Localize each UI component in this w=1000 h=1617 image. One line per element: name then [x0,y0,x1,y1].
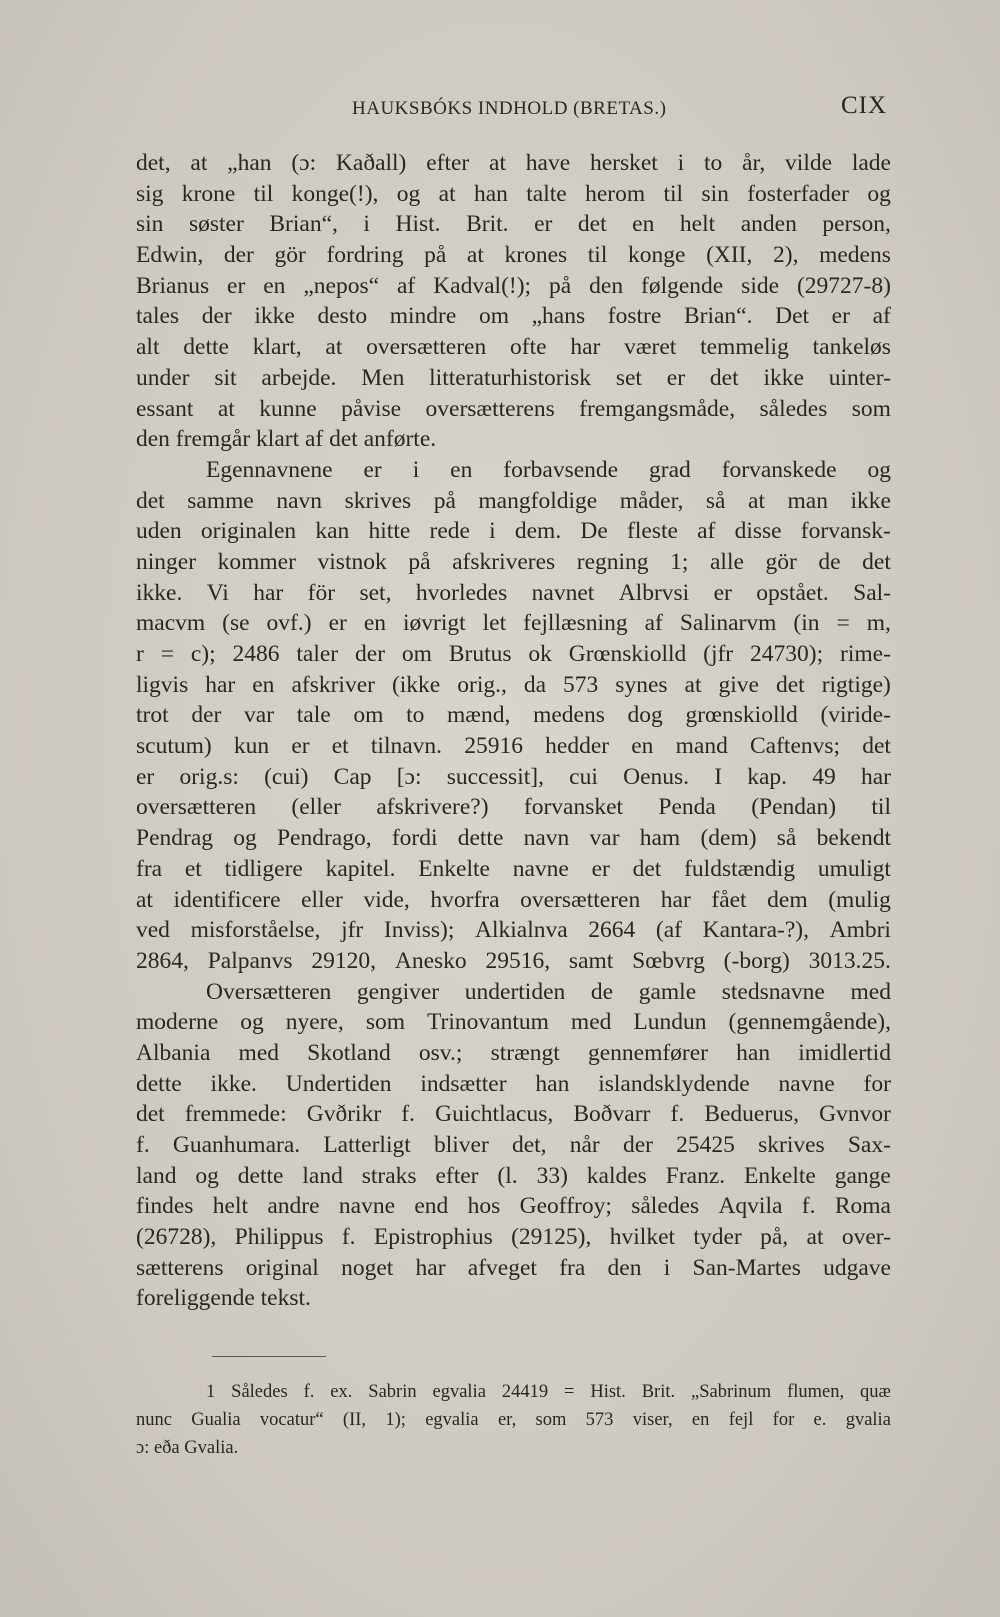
body_lines-line: uden originalen kan hitte rede i dem. De fleste af disse forvansk- [136,518,891,545]
body_lines-line: land og dette land straks efter (l. 33) kaldes Franz. Enkelte gange [136,1162,891,1189]
body_lines-line: (26728), Philippus f. Epistrophius (29125), hvilket tyder på, at over- [136,1224,891,1251]
body_lines-line: foreliggende tekst. [136,1285,311,1312]
body_lines-line: findes helt andre navne end hos Geoffroy; således Aqvila f. Roma [136,1193,891,1220]
body_lines-line: under sit arbejde. Men litteraturhistorisk set er det ikke uinter- [136,364,891,391]
body_lines-line: Pendrag og Pendrago, fordi dette navn var ham (dem) så bekendt [136,825,891,852]
body_lines-line: sætterens original noget har afveget fra den i San-Martes udgave [136,1254,891,1281]
body_lines-line: Egennavnene er i en forbavsende grad forvanskede og [206,456,891,483]
footnote-rule [212,1356,326,1357]
body_lines-line: Albania med Skotland osv.; strængt gennemfører han imidlertid [136,1039,891,1066]
body_lines-line: fra et tidligere kapitel. Enkelte navne er det fuldstændig umuligt [136,855,891,882]
body_lines-line: at identificere eller vide, hvorfra oversætteren har fået dem (mulig [136,886,891,913]
body_lines-line: er orig.s: (cui) Cap [ɔ: successit], cui Oenus. I kap. 49 har [136,763,891,790]
body_lines-line: det, at „han (ɔ: Kaðall) efter at have hersket i to år, vilde lade [136,150,891,176]
body_lines-line: tales der ikke desto mindre om „hans fostre Brian“. Det er af [136,303,891,330]
body_lines-line: Oversætteren gengiver undertiden de gamle stedsnavne med [206,978,891,1005]
body_lines-line: ved misforståelse, jfr Inviss); Alkialnva 2664 (af Kantara-?), Ambri [136,917,891,944]
body_lines-line: trot der var tale om to mænd, medens dog grœnskiolld (viride- [136,702,891,729]
body_lines-line: ligvis har en afskriver (ikke orig., da 573 synes at give det rigtige) [136,671,891,698]
footnote_lines-line: ɔ: eða Gvalia. [136,1438,239,1458]
body_lines-line: Edwin, der gör fordring på at krones til konge (XII, 2), medens [136,242,891,269]
body_lines-line: ninger kommer vistnok på afskriveres regning 1; alle gör de det [136,548,891,575]
body_lines-line: 2864, Palpanvs 29120, Anesko 29516, samt Sœbvrg (-borg) 3013.25. [136,947,891,974]
body_lines-line: ikke. Vi har för set, hvorledes navnet Albrvsi er opstået. Sal- [136,579,891,606]
body_lines-line: oversætteren (eller afskrivere?) forvansket Penda (Pendan) til [136,794,891,821]
body_lines-line: moderne og nyere, som Trinovantum med Lundun (gennemgående), [136,1009,891,1036]
page-number: CIX [840,92,887,119]
page-header [0,92,1000,132]
body-text [136,148,891,1314]
body_lines-line: r = c); 2486 taler der om Brutus ok Grœnskiolld (jfr 24730); rime- [136,641,891,667]
footnote [136,1378,891,1462]
body_lines-line: det fremmede: Gvðrikr f. Guichtlacus, Boðvarr f. Beduerus, Gvnvor [136,1101,891,1128]
footnote_lines-line: nunc Gualia vocatur“ (II, 1); egvalia er, som 573 viser, en fejl for e. gvalia [136,1410,891,1430]
footnote_lines-line: 1 Således f. ex. Sabrin egvalia 24419 = Hist. Brit. „Sabrinum flumen, quæ [206,1382,891,1402]
body_lines-line: alt dette klart, at oversætteren ofte har været temmelig tankeløs [136,334,891,361]
body_lines-line: essant at kunne påvise oversætterens fremgangsmåde, således som [136,395,891,422]
running-head: HAUKSBÓKS INDHOLD (BRETAS.) [352,98,667,119]
body_lines-line: det samme navn skrives på mangfoldige måder, så at man ikke [136,487,891,514]
body_lines-line: Brianus er en „nepos“ af Kadval(!); på den følgende side (29727-8) [136,272,891,299]
body_lines-line: f. Guanhumara. Latterligt bliver det, når der 25425 skrives Sax- [136,1132,891,1158]
body_lines-line: sin søster Brian“, i Hist. Brit. er det en helt anden person, [136,211,891,238]
body_lines-line: den fremgår klart af det anførte. [136,426,437,453]
body_lines-line: macvm (se ovf.) er en iøvrigt let fejllæsning af Salinarvm (in = m, [136,610,891,637]
body_lines-line: scutum) kun er et tilnavn. 25916 hedder en mand Caftenvs; det [136,733,891,760]
body_lines-line: sig krone til konge(!), og at han talte herom til sin fosterfader og [136,180,891,207]
body_lines-line: dette ikke. Undertiden indsætter han islandsklydende navne for [136,1070,891,1097]
